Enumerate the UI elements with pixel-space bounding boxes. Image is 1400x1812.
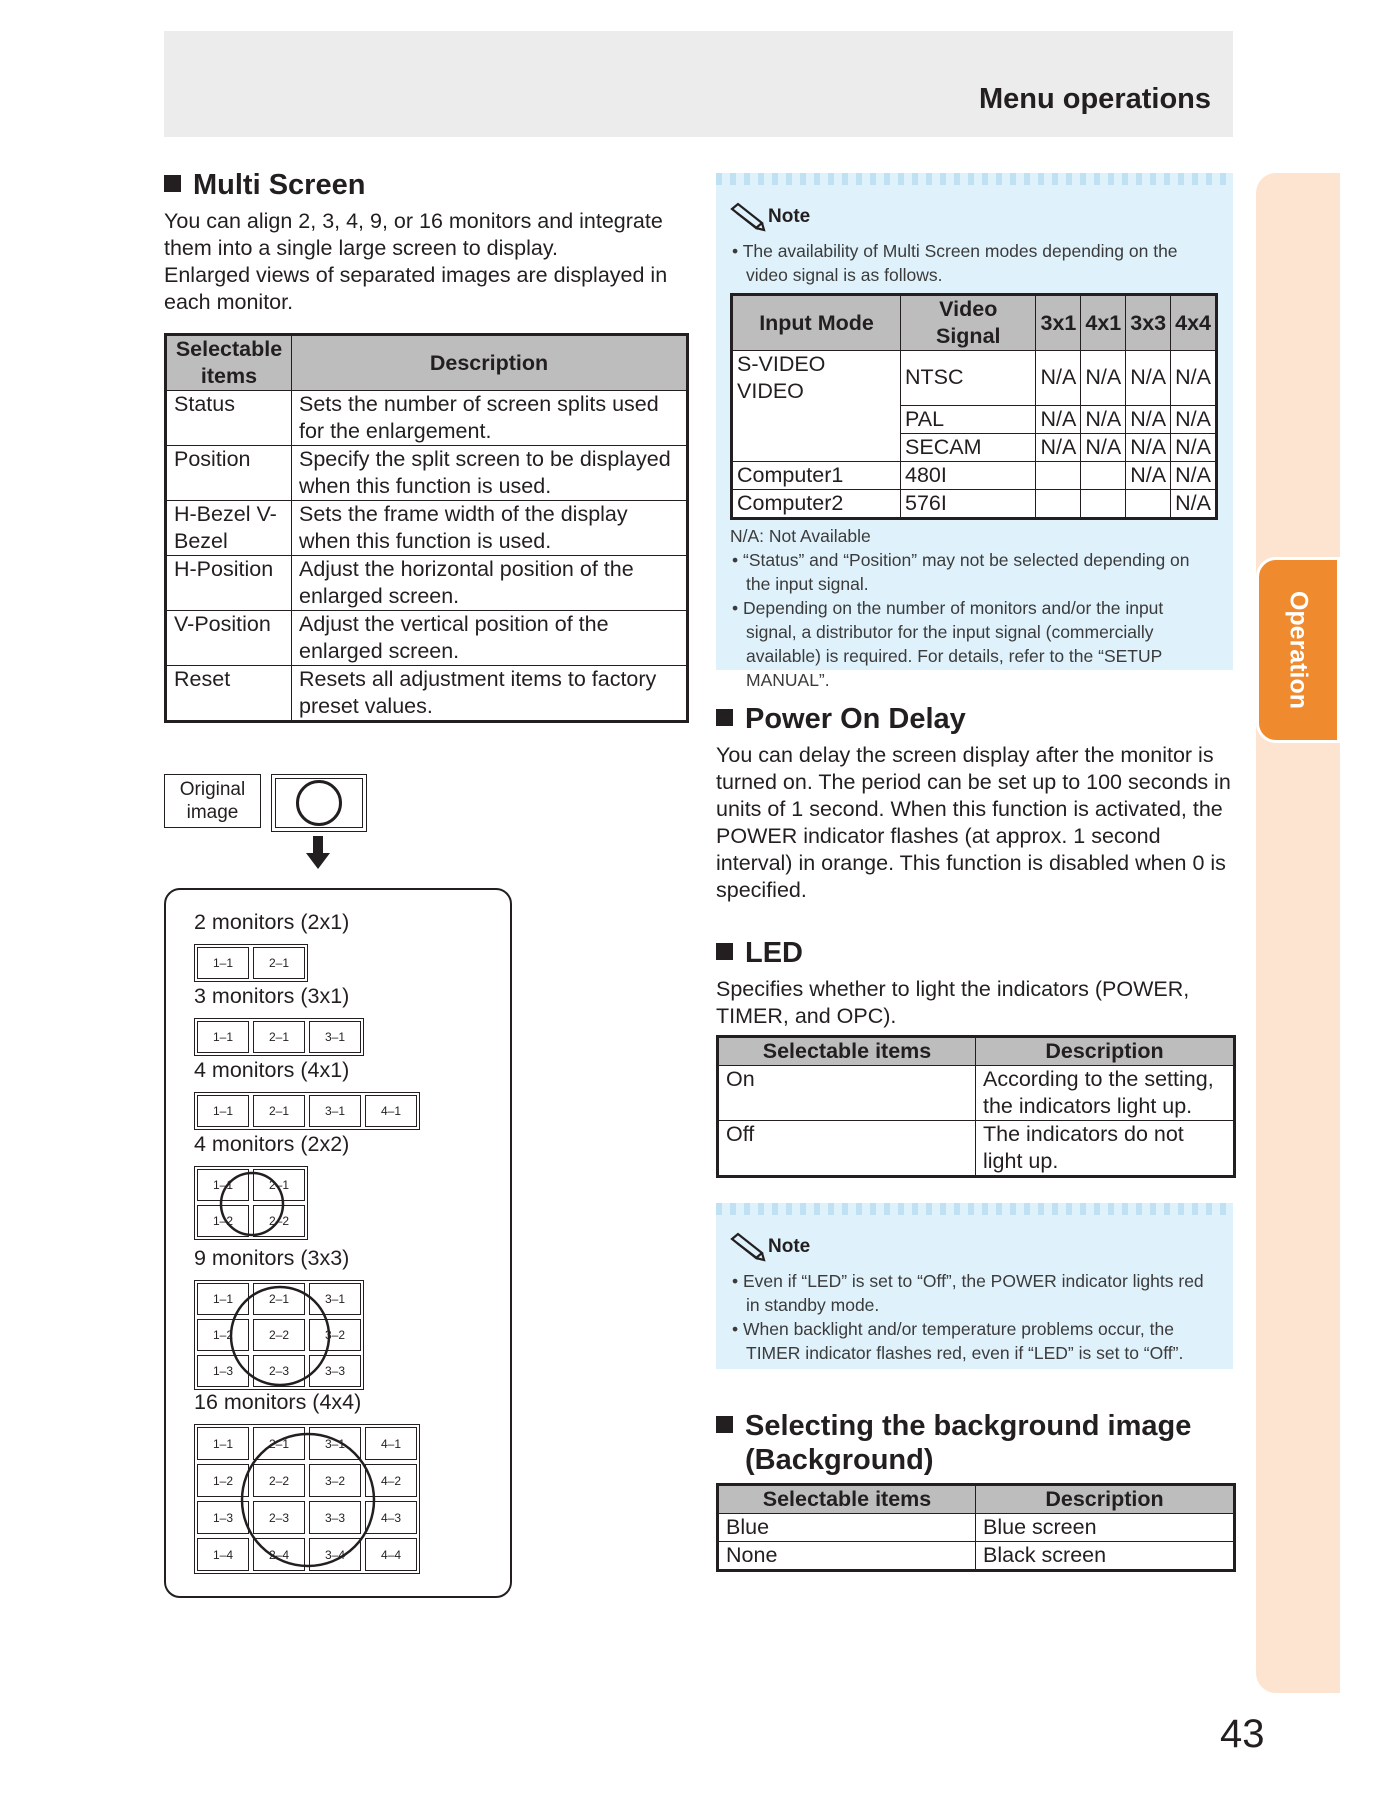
video-signal-cell: 576I	[901, 489, 1036, 518]
table-row	[718, 1514, 1235, 1542]
monitor-cell: 2–1	[253, 1427, 305, 1460]
availability-cell: N/A	[1036, 433, 1081, 461]
description-cell: According to the setting, the indicators light up.	[976, 1066, 1235, 1121]
bullet-square-icon	[716, 709, 733, 726]
availability-cell: N/A	[1171, 405, 1217, 433]
note-intro	[716, 239, 1233, 287]
table-row	[166, 391, 688, 446]
input-mode-cell: Computer2	[732, 489, 901, 518]
circle-outline	[221, 1173, 283, 1235]
page-number: 43	[1220, 1712, 1265, 1756]
original-image-screen	[275, 778, 363, 828]
description-cell: Resets all adjustment items to factory preset values.	[292, 666, 688, 722]
monitor-cell: 3–3	[309, 1501, 361, 1534]
input-mode-cell: Computer1	[732, 461, 901, 489]
col-header-description: Description	[976, 1485, 1235, 1514]
note-top-border	[716, 1203, 1233, 1215]
item-cell: Status	[166, 391, 292, 446]
bullet-square-icon	[164, 175, 181, 192]
background-table	[716, 1483, 1236, 1572]
table-row	[166, 501, 688, 556]
na-legend: N/A: Not Available	[730, 525, 871, 546]
monitor-cell: 3–1	[309, 1427, 361, 1460]
monitor-cell: 2–1	[253, 1021, 305, 1053]
availability-cell: N/A	[1081, 433, 1126, 461]
note2-bullets	[716, 1269, 1233, 1365]
monitor-layout-label: 4 monitors (2x2)	[194, 1132, 350, 1156]
led-body: Specifies whether to light the indicators (POWER, TIMER, and OPC).	[716, 977, 1190, 1028]
power-on-delay-section	[716, 702, 1236, 904]
description-cell: Blue screen	[976, 1514, 1235, 1542]
led-table-body	[718, 1066, 1235, 1177]
multi-screen-table-body	[166, 391, 688, 722]
monitor-cell: 3–4	[309, 1538, 361, 1571]
led-section	[716, 936, 1236, 1178]
note-bullet: • “Status” and “Position” may not be selected depending on the input signal.	[732, 548, 1217, 596]
signal-table	[730, 293, 1218, 520]
monitor-cell: 2–3	[253, 1355, 305, 1387]
availability-cell	[1036, 461, 1081, 489]
monitor-cell: 4–2	[365, 1464, 417, 1497]
monitor-grid	[194, 944, 308, 982]
item-cell: None	[718, 1542, 976, 1571]
table-row	[166, 446, 688, 501]
monitor-layout-label: 16 monitors (4x4)	[194, 1390, 362, 1414]
description-cell: Specify the split screen to be displayed when this function is used.	[292, 446, 688, 501]
note-bullet: • Depending on the number of monitors and/or the input signal, a distributor for the input signal (commercially available) is required. For details, refer to the “SETUP MANUAL”.	[732, 596, 1217, 692]
table-row	[718, 1542, 1235, 1571]
table-row	[732, 489, 1217, 518]
monitor-cell: 1–3	[197, 1355, 249, 1387]
power-on-delay-heading: Power On Delay	[716, 702, 1236, 736]
monitor-cell: 1–1	[197, 1169, 249, 1201]
monitor-cell: 1–1	[197, 1095, 249, 1127]
monitor-layout-label: 9 monitors (3x3)	[194, 1246, 350, 1270]
background-section	[716, 1409, 1236, 1572]
monitor-cell: 2–1	[253, 1169, 305, 1201]
note-top-border	[716, 173, 1233, 185]
monitor-cell: 2–1	[253, 1095, 305, 1127]
multi-screen-intro-2: Enlarged views of separated images are displayed in each monitor.	[164, 263, 668, 314]
availability-cell: N/A	[1126, 461, 1171, 489]
note-title: Note	[768, 1236, 811, 1257]
monitor-cell: 3–2	[309, 1464, 361, 1497]
enlarged-circle-icon	[196, 1426, 420, 1574]
monitor-cell: 2–1	[253, 947, 305, 979]
col-header-description: Description	[976, 1037, 1235, 1066]
monitor-cell: 2–2	[253, 1464, 305, 1497]
monitor-cell: 1–1	[197, 947, 249, 979]
availability-cell: N/A	[1081, 351, 1126, 406]
monitor-cell: 4–4	[365, 1538, 417, 1571]
monitor-cell: 4–1	[365, 1095, 417, 1127]
table-row	[732, 351, 1217, 406]
original-image-frame	[271, 774, 367, 832]
background-heading: Selecting the background image (Background)	[716, 1409, 1236, 1477]
table-row	[166, 556, 688, 611]
table-row	[718, 1121, 1235, 1177]
description-cell: The indicators do not light up.	[976, 1121, 1235, 1177]
signal-table-body	[732, 351, 1217, 519]
monitor-grid	[194, 1092, 420, 1130]
input-mode-cell	[732, 433, 901, 461]
monitor-cell: 3–1	[309, 1095, 361, 1127]
monitor-layout-label: 2 monitors (2x1)	[194, 910, 350, 934]
availability-cell: N/A	[1126, 351, 1171, 406]
col-header-description: Description	[292, 335, 688, 391]
item-cell: Blue	[718, 1514, 976, 1542]
note-led	[716, 1203, 1233, 1369]
monitor-layout-label: 3 monitors (3x1)	[194, 984, 350, 1008]
input-mode-cell: S-VIDEO VIDEO	[732, 351, 901, 406]
multi-screen-table-wrap	[164, 333, 689, 723]
monitor-cell: 1–1	[197, 1427, 249, 1460]
pencil-icon	[728, 201, 766, 233]
led-heading: LED	[716, 936, 1236, 970]
note-header	[728, 1231, 1233, 1263]
table-row	[732, 433, 1217, 461]
monitor-cell: 3–3	[309, 1355, 361, 1387]
monitor-cell: 1–3	[197, 1501, 249, 1534]
multi-screen-heading: Multi Screen	[164, 168, 689, 202]
multi-screen-table	[164, 333, 689, 723]
note-bullet: • When backlight and/or temperature problems occur, the TIMER indicator flashes red, even if “LED” is set to “Off”.	[732, 1317, 1217, 1365]
col-header-items: Selectable items	[718, 1485, 976, 1514]
availability-cell: N/A	[1126, 405, 1171, 433]
monitor-cell: 2–4	[253, 1538, 305, 1571]
table-row	[732, 405, 1217, 433]
down-arrow-icon	[306, 836, 330, 870]
availability-cell	[1081, 461, 1126, 489]
section-tab-label: Operation	[1284, 590, 1313, 710]
note1-bullets	[716, 548, 1233, 692]
monitor-cell: 3–2	[309, 1319, 361, 1351]
monitor-cell: 2–2	[253, 1205, 305, 1237]
note-intro-item: • The availability of Multi Screen modes depending on the video signal is as follows.	[732, 239, 1217, 287]
input-mode-cell	[732, 405, 901, 433]
monitor-cell: 1–2	[197, 1205, 249, 1237]
monitor-cell: 1–1	[197, 1283, 249, 1315]
note-header	[728, 201, 1233, 233]
monitor-cell: 2–3	[253, 1501, 305, 1534]
note-bullet: • Even if “LED” is set to “Off”, the POWER indicator lights red in standby mode.	[732, 1269, 1217, 1317]
availability-cell: N/A	[1036, 351, 1081, 406]
signal-col-header: Video Signal	[901, 295, 1036, 351]
monitor-layout-label: 4 monitors (4x1)	[194, 1058, 350, 1082]
monitor-cell: 4–3	[365, 1501, 417, 1534]
monitor-cell: 4–1	[365, 1427, 417, 1460]
multi-screen-intro-1: You can align 2, 3, 4, 9, or 16 monitors and integrate them into a single large screen to display.	[164, 209, 663, 260]
original-image-label: Original image	[164, 774, 261, 828]
header-title: Menu operations	[978, 83, 1211, 115]
video-signal-cell: 480I	[901, 461, 1036, 489]
monitor-cell: 3–1	[309, 1283, 361, 1315]
item-cell: On	[718, 1066, 976, 1121]
signal-col-header: 4x1	[1081, 295, 1126, 351]
monitor-grid	[194, 1018, 364, 1056]
enlarged-circle-icon	[196, 1168, 308, 1240]
description-cell: Sets the frame width of the display when this function is used.	[292, 501, 688, 556]
item-cell: Reset	[166, 666, 292, 722]
side-strip	[1256, 173, 1340, 1693]
multi-screen-section	[164, 168, 689, 316]
col-header-items: Selectable items	[718, 1037, 976, 1066]
availability-cell	[1036, 489, 1081, 518]
monitor-cell: 1–1	[197, 1021, 249, 1053]
bullet-square-icon	[716, 943, 733, 960]
circle-outline	[242, 1434, 374, 1566]
item-cell: V-Position	[166, 611, 292, 666]
item-cell: H-Position	[166, 556, 292, 611]
availability-cell: N/A	[1171, 433, 1217, 461]
power-on-delay-body: You can delay the screen display after the monitor is turned on. The period can be set up to 100 seconds in units of 1 second. When this function is activated, the POWER indicator flashes (at approx. 1 second interval) in orange. This function is disabled when 0 is specified.	[716, 743, 1231, 902]
monitor-cell: 3–1	[309, 1021, 361, 1053]
circle-outline	[231, 1287, 329, 1385]
monitor-cell: 1–2	[197, 1319, 249, 1351]
video-signal-cell: PAL	[901, 405, 1036, 433]
monitor-cell: 1–2	[197, 1464, 249, 1497]
video-signal-cell: NTSC	[901, 351, 1036, 406]
signal-col-header: 4x4	[1171, 295, 1217, 351]
description-cell: Adjust the vertical position of the enlarged screen.	[292, 611, 688, 666]
item-cell: Position	[166, 446, 292, 501]
signal-col-header: Input Mode	[732, 295, 901, 351]
note-title: Note	[768, 206, 811, 227]
note-multi-screen	[716, 173, 1233, 690]
circle-icon	[296, 780, 342, 826]
availability-cell: N/A	[1126, 433, 1171, 461]
description-cell: Adjust the horizontal position of the enlarged screen.	[292, 556, 688, 611]
enlarged-circle-icon	[196, 1282, 364, 1390]
description-cell: Sets the number of screen splits used for the enlargement.	[292, 391, 688, 446]
signal-col-header: 3x1	[1036, 295, 1081, 351]
monitor-cell: 2–2	[253, 1319, 305, 1351]
col-header-items: Selectable items	[166, 335, 292, 391]
background-table-body	[718, 1514, 1235, 1571]
table-row	[718, 1066, 1235, 1121]
availability-cell: N/A	[1171, 351, 1217, 406]
section-tab-operation[interactable]	[1256, 557, 1340, 743]
signal-table-header	[732, 295, 1217, 351]
table-row	[166, 666, 688, 722]
item-cell: H-Bezel V-Bezel	[166, 501, 292, 556]
signal-col-header: 3x3	[1126, 295, 1171, 351]
led-table	[716, 1035, 1236, 1178]
availability-cell: N/A	[1081, 405, 1126, 433]
description-cell: Black screen	[976, 1542, 1235, 1571]
availability-cell	[1126, 489, 1171, 518]
monitor-cell: 2–1	[253, 1283, 305, 1315]
availability-cell: N/A	[1171, 489, 1217, 518]
bullet-square-icon	[716, 1416, 733, 1433]
availability-cell: N/A	[1171, 461, 1217, 489]
video-signal-cell: SECAM	[901, 433, 1036, 461]
page-header	[164, 31, 1233, 137]
table-row	[732, 461, 1217, 489]
availability-cell: N/A	[1036, 405, 1081, 433]
pencil-icon	[728, 1231, 766, 1263]
table-row	[166, 611, 688, 666]
monitor-cell: 1–4	[197, 1538, 249, 1571]
availability-cell	[1081, 489, 1126, 518]
item-cell: Off	[718, 1121, 976, 1177]
